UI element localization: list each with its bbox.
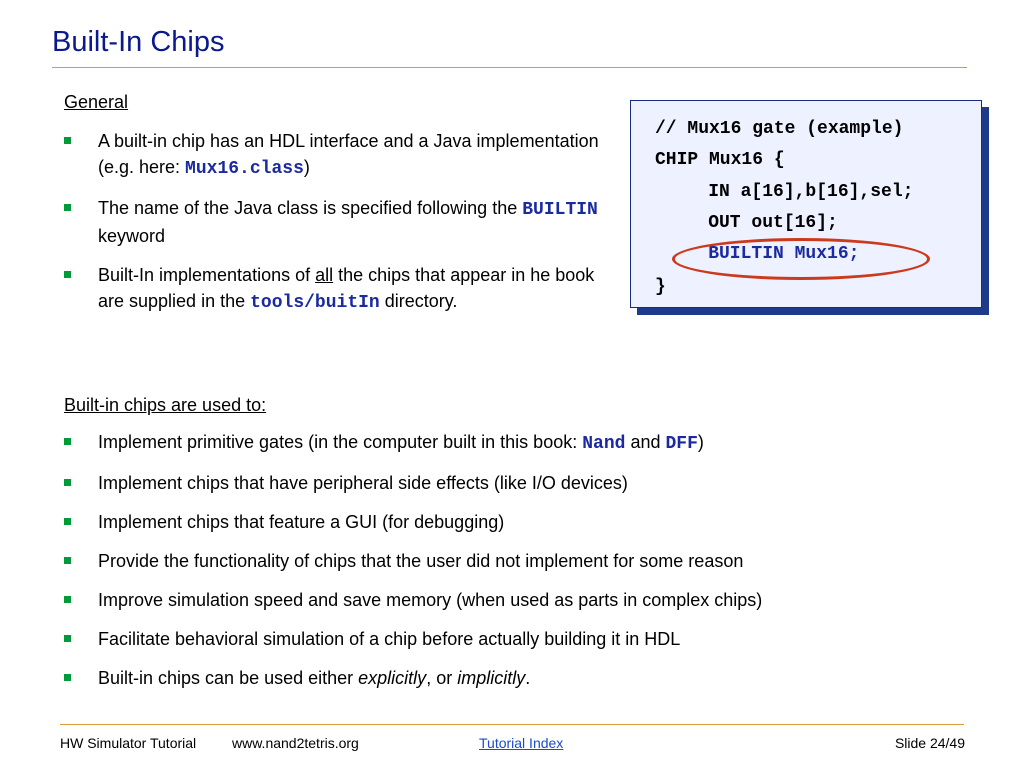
item-text: Implement primitive gates (in the computer built in this book:: [98, 432, 583, 452]
bullet-square-icon: [64, 271, 71, 278]
bullet-square-icon: [64, 438, 71, 445]
slide-title: Built-In Chips: [52, 26, 225, 58]
uses-heading: Built-in chips are used to:: [64, 395, 267, 415]
list-item: [60, 195, 615, 249]
item-text: .: [525, 668, 531, 688]
item-text: Implement chips that have peripheral side effects (like I/O devices): [98, 473, 628, 493]
footer-site: www.nand2tetris.org: [232, 735, 359, 751]
code-tools-dir: tools/buitIn: [250, 293, 380, 313]
emphasis-implicitly: implicitly: [457, 668, 526, 688]
item-text: Built-In implementations of: [98, 265, 316, 285]
bullet-square-icon: [64, 518, 71, 525]
list-item: [60, 262, 615, 316]
code-line-builtin: BUILTIN Mux16;: [665, 244, 860, 264]
item-text: Provide the functionality of chips that the user did not implement for some reason: [98, 551, 744, 571]
list-item: [60, 470, 980, 496]
list-item: [60, 128, 615, 182]
uses-list: [60, 429, 980, 691]
bullet-square-icon: [64, 204, 71, 211]
list-item: [60, 548, 980, 574]
code-line-comment: // Mux16 gate (example): [655, 119, 904, 139]
item-text: Improve simulation speed and save memory (when used as parts in complex chips): [98, 590, 763, 610]
item-text: directory.: [379, 291, 458, 311]
item-text: Facilitate behavioral simulation of a chip before actually building it in HDL: [98, 629, 681, 649]
code-mux16-class: Mux16.class: [185, 159, 304, 179]
item-text: keyword: [98, 226, 166, 246]
emphasis-explicitly: explicitly: [358, 668, 427, 688]
item-text: ): [697, 432, 704, 452]
item-text: A built-in chip has an HDL interface and a Java implementation (e.g. here:: [98, 131, 599, 177]
emphasis-all: all: [315, 265, 334, 285]
code-line-out: OUT out[16];: [665, 213, 838, 233]
item-text: The name of the Java class is specified following the: [98, 198, 523, 218]
item-text: Built-in chips can be used either: [98, 668, 359, 688]
list-item: [60, 587, 980, 613]
list-item: [60, 429, 980, 457]
item-text: ): [303, 157, 310, 177]
general-list: [60, 128, 615, 316]
code-builtin-keyword: BUILTIN: [522, 200, 598, 220]
bullet-square-icon: [64, 674, 71, 681]
item-text: and: [625, 432, 666, 452]
code-dff: DFF: [665, 434, 698, 454]
item-text: , or: [426, 668, 458, 688]
code-line-chip: CHIP Mux16 {: [655, 150, 785, 170]
bullet-square-icon: [64, 635, 71, 642]
general-heading: General: [64, 92, 129, 112]
bullet-square-icon: [64, 479, 71, 486]
list-item: [60, 626, 980, 652]
tutorial-index-link[interactable]: Tutorial Index: [479, 735, 564, 751]
highlight-ellipse: [672, 238, 930, 280]
footer-course: HW Simulator Tutorial: [60, 735, 197, 751]
item-text: the chips that appear in he book are supplied in the: [98, 265, 595, 311]
footer-divider: [60, 724, 964, 725]
title-divider: [52, 67, 967, 68]
code-line-in: IN a[16],b[16],sel;: [665, 182, 914, 202]
code-line-close: }: [655, 277, 666, 297]
bullet-square-icon: [64, 596, 71, 603]
bullet-square-icon: [64, 137, 71, 144]
item-text: Implement chips that feature a GUI (for debugging): [98, 512, 505, 532]
bullet-square-icon: [64, 557, 71, 564]
slide-number: Slide 24/49: [894, 735, 965, 751]
list-item: [60, 665, 980, 691]
code-nand: Nand: [582, 434, 626, 454]
list-item: [60, 509, 980, 535]
